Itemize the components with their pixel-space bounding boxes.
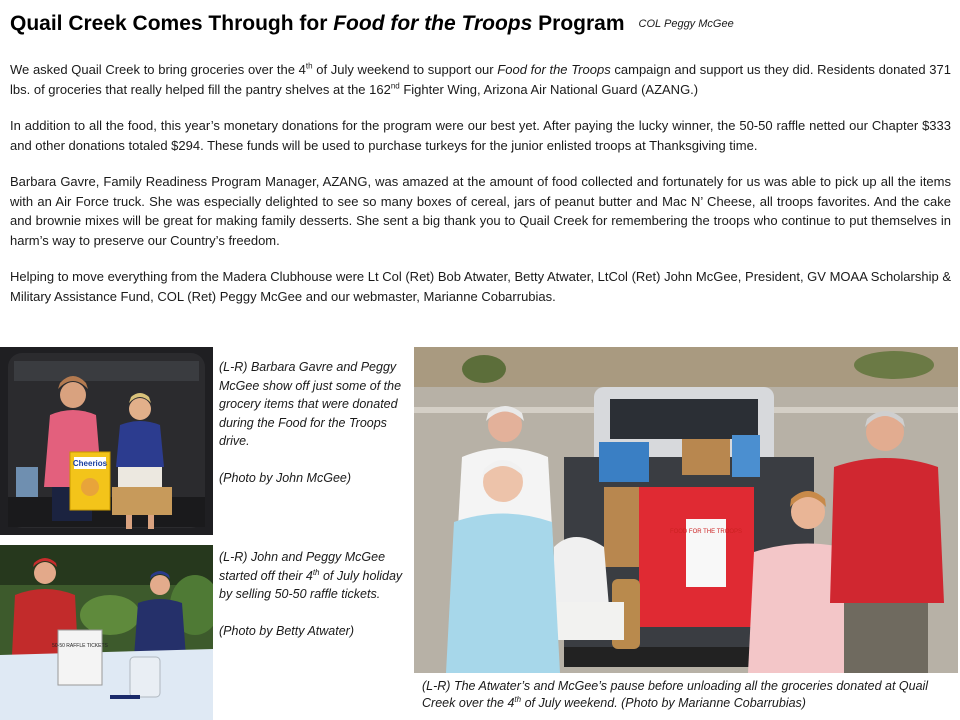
photo-raffle-table <box>0 545 213 720</box>
photo-truck-group <box>414 347 958 673</box>
photo-credit: (Photo by John McGee) <box>219 470 352 485</box>
cheerios-label: Cheerios <box>72 459 108 468</box>
photo-raffle-table-image <box>0 545 213 720</box>
caption-text: (L-R) John and Peggy McGee started off their 4th of July holiday by selling 50-50 raffle tickets. <box>219 550 403 601</box>
article-title: Quail Creek Comes Through for Food for the Troops Program <box>10 12 625 35</box>
photo-car-trunk-image <box>0 347 213 535</box>
caption-text: (L-R) Barbara Gavre and Peggy McGee show off just some of the grocery items that were donated during the Food for the Troops drive. <box>219 360 402 448</box>
photo-truck-group-image <box>414 347 958 673</box>
truck-sign-text: FOOD FOR THE TROOPS <box>669 529 743 535</box>
paragraph-2: In addition to all the food, this year’s monetary donations for the program were our best yet. After paying the lucky winner, the 50-50 raffle netted our Chapter $333 and other donations totaled $294. These funds will be used to purchase turkeys for the junior enlisted troops at Thanksgiving time. <box>10 118 951 153</box>
paragraph-1: We asked Quail Creek to bring groceries over the 4th of July weekend to support our Food for the Troops campaign and support us they did. Residents donated 371 lbs. of groceries that really helped fill the pantry shelves at the 162nd Fighter Wing, Arizona Air National Guard (AZANG.) <box>10 61 951 97</box>
paragraph-3: Barbara Gavre, Family Readiness Program Manager, AZANG, was amazed at the amount of food collected and fortunately for us was able to pick up all the items with an Air Force truck. She was especially delighted to see so many boxes of cereal, jars of peanut butter and Mac N’ Cheese, all troops favorites. And the cake and brownie mixes will be great for making family desserts. She sent a big thank you to Quail Creek for remembering the troops who continue to put themselves in harm’s way to preserve our Country’s freedom. <box>10 174 951 248</box>
photo-car-trunk-caption <box>219 358 414 505</box>
photo-credit: (Photo by Betty Atwater) <box>219 623 355 638</box>
photo-truck-group-caption: (L-R) The Atwater’s and McGee’s pause before unloading all the groceries donated at Quail Creek over the 4th of July weekend. (Photo by Marianne Cobarrubias) <box>422 679 929 710</box>
article-header <box>10 12 734 36</box>
photo-raffle-table-caption <box>219 548 414 658</box>
article-body <box>10 60 951 323</box>
raffle-sign-text: 50-50 RAFFLE TICKETS <box>52 643 108 649</box>
article-byline: COL Peggy McGee <box>638 18 734 30</box>
paragraph-4: Helping to move everything from the Madera Clubhouse were Lt Col (Ret) Bob Atwater, Betty Atwater, LtCol (Ret) John McGee, President, GV MOAA Scholarship & Military Assistance Fund, COL (Ret) Peggy McGee and our webmaster, Marianne Cobarrubias. <box>10 269 951 304</box>
photo-car-trunk <box>0 347 213 535</box>
